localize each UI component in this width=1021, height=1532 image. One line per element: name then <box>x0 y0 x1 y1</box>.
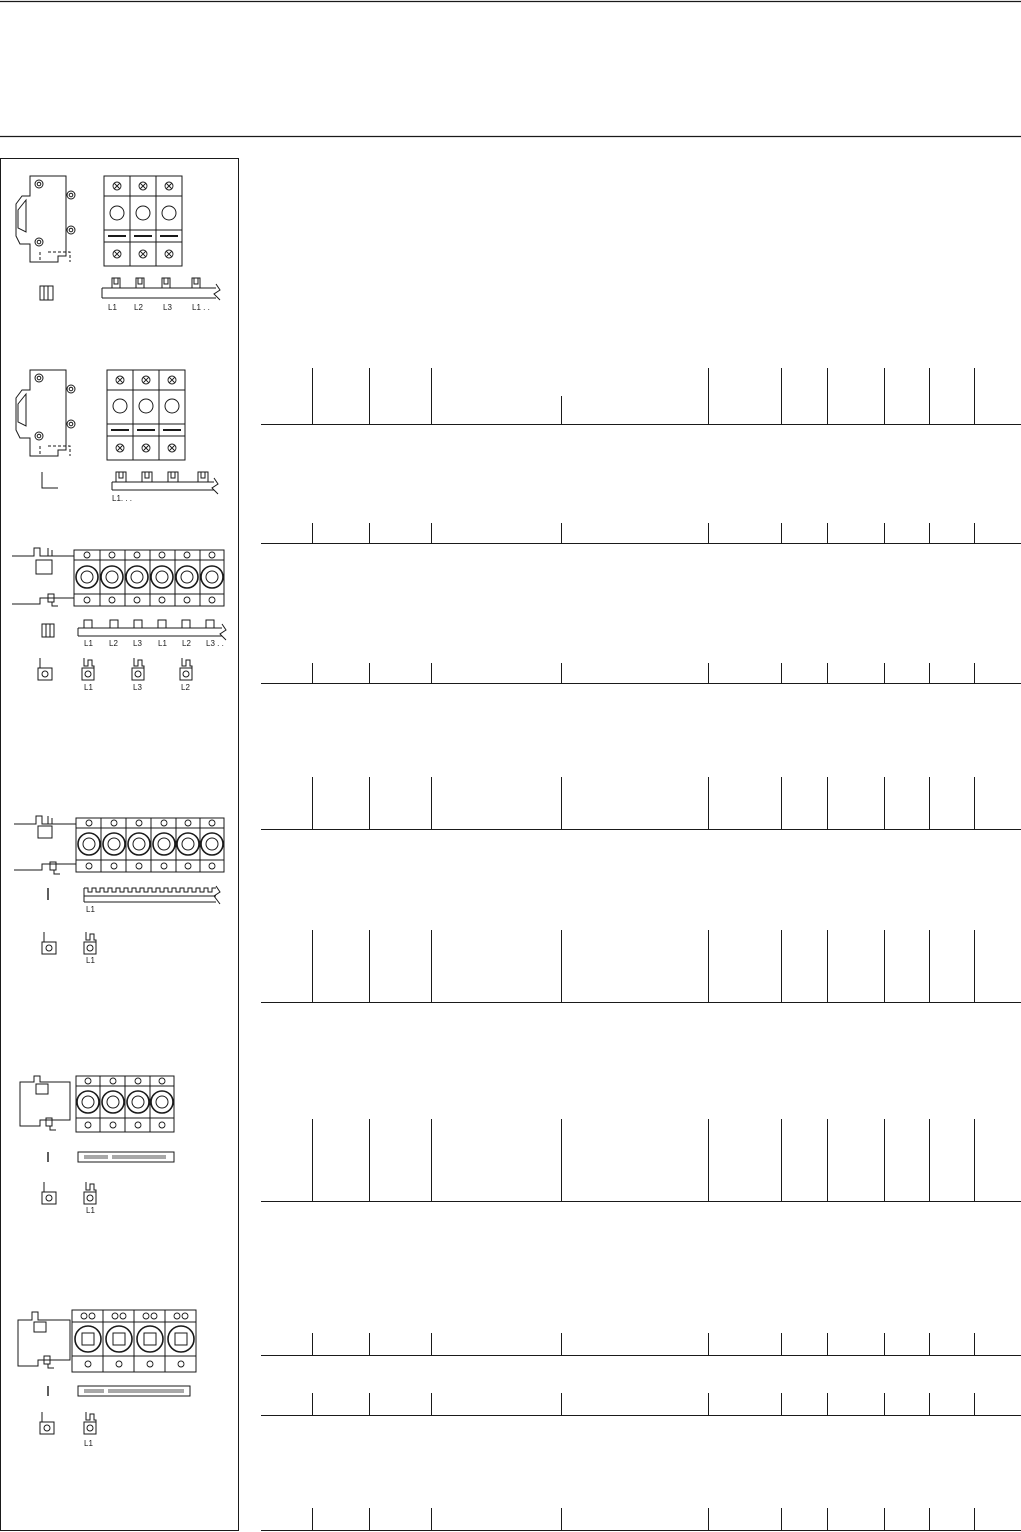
figure-2 <box>16 370 218 494</box>
terminal-icons <box>40 1412 96 1434</box>
figure-5 <box>20 1076 174 1204</box>
bar-label: L1 <box>158 639 167 648</box>
fork-busbar <box>112 472 218 494</box>
terminal-label: L1 <box>84 1439 93 1448</box>
busbar-end-icon <box>42 472 58 488</box>
bar-label: L3 <box>163 303 172 312</box>
terminal-icons <box>42 1182 96 1204</box>
bar-label: L2 <box>109 639 118 648</box>
bar-label: L3 <box>133 639 142 648</box>
terminal-label: L1 <box>84 683 93 692</box>
busbar-end-icon <box>40 286 53 300</box>
bar-label: L2 <box>134 303 143 312</box>
figure-6 <box>18 1310 196 1434</box>
pin-busbar <box>78 620 226 640</box>
flat-busbar <box>78 1386 190 1396</box>
terminal-label: L3 <box>133 683 142 692</box>
terminal-icons <box>38 658 192 680</box>
fuse-block-side-view <box>18 1312 70 1368</box>
bar-label: L1 <box>108 303 117 312</box>
figure-1-labels <box>108 303 210 312</box>
comb-busbar <box>84 886 220 904</box>
figure-4 <box>14 816 224 954</box>
bar-label: L1 <box>84 639 93 648</box>
fuse-block-side-view <box>14 816 76 874</box>
bar-label: L1 <box>86 905 95 914</box>
breaker-front-view <box>107 370 185 460</box>
figure-1 <box>16 176 220 300</box>
fuse-block-front-view <box>76 1076 174 1132</box>
bar-label: L2 <box>182 639 191 648</box>
terminal-icons <box>42 932 96 954</box>
figure-3-labels <box>84 639 224 692</box>
fuse-block-front-view <box>72 1310 196 1372</box>
terminal-label: L2 <box>181 683 190 692</box>
pin-busbar <box>102 278 220 300</box>
bar-label: L1 . . <box>192 303 210 312</box>
fuse-block-side-view <box>20 1076 70 1130</box>
flat-busbar <box>78 1152 174 1162</box>
figure-3 <box>12 548 226 680</box>
busbar-end-icon <box>42 624 54 637</box>
fuse-block-front-view <box>76 818 224 872</box>
terminal-label: L1 <box>86 956 95 965</box>
bar-label: L1. . . <box>112 494 133 503</box>
bar-label: L3 . . <box>206 639 224 648</box>
breaker-side-view <box>16 176 75 262</box>
terminal-label: L1 <box>86 1206 95 1215</box>
fuse-block-side-view <box>12 548 74 606</box>
breaker-front-view <box>104 176 182 266</box>
table-grid <box>261 368 1021 1531</box>
breaker-side-view <box>16 370 75 456</box>
fuse-block-front-view <box>74 550 224 606</box>
